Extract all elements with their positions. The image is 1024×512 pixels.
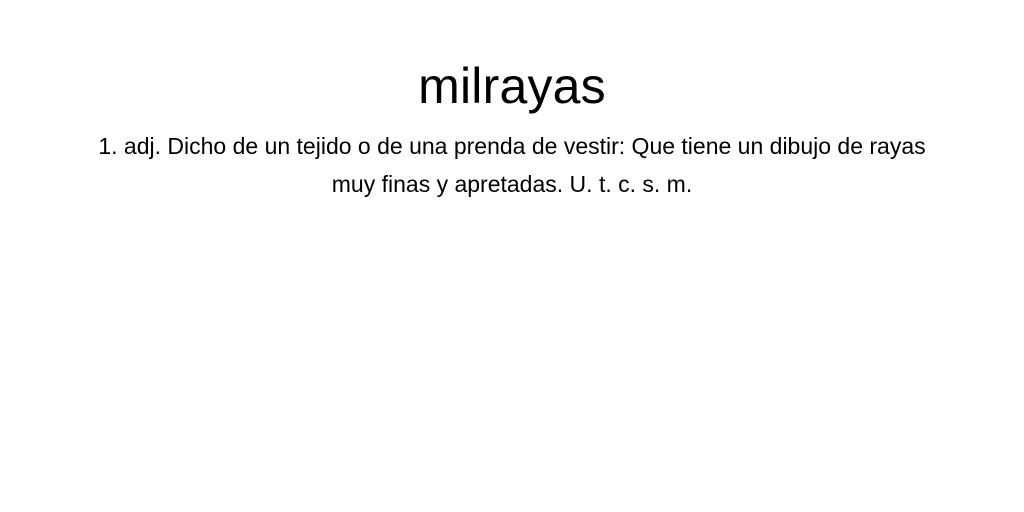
headword-title: milrayas [418,58,606,114]
definition-text: 1. adj. Dicho de un tejido o de una prenda de vestir: Que tiene un dibujo de rayas muy finas y apretadas. U. t. c. s. m. [98,133,926,197]
